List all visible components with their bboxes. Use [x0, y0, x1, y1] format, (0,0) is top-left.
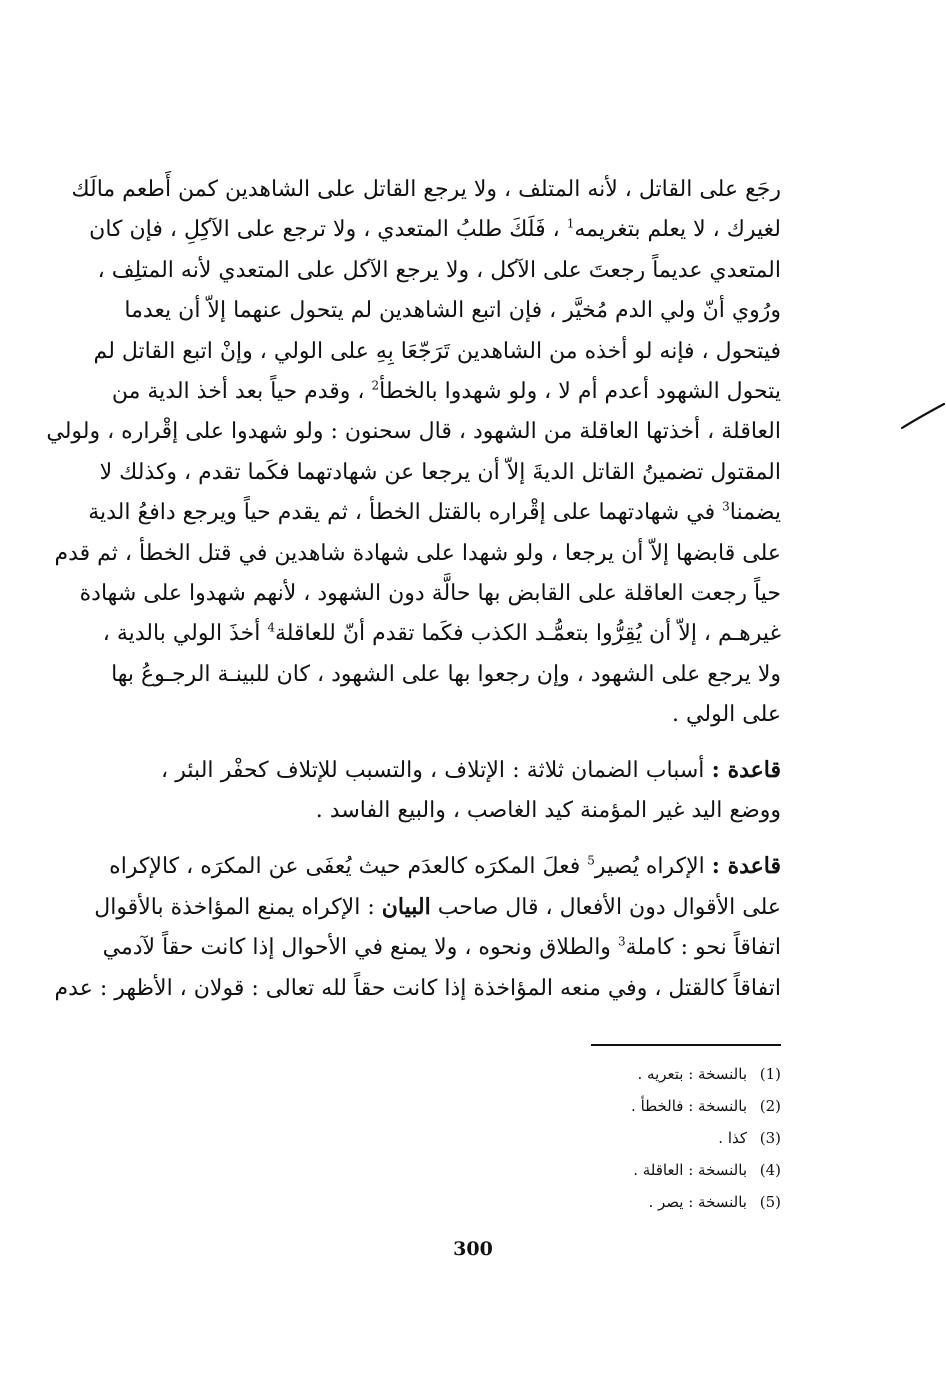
text-line: ورُوي أنّ ولي الدم مُخيَّر ، فإن اتبع الشاهدين لم يتحول عنهما إلاّ أن يعدما [124, 298, 781, 324]
footnote-ref: 3 [722, 499, 730, 514]
footnote-item [381, 1122, 781, 1154]
footnote-item [381, 1058, 781, 1090]
footnotes [381, 1058, 781, 1218]
rule-paragraph-line: على الأقوال دون الأفعال ، قال صاحب البيان : الإكراه يمنع المؤاخذة بالأقوال [94, 893, 781, 920]
footnote-ref: 1 [566, 217, 575, 232]
footnote-number: (2) [759, 1097, 781, 1115]
rule-label: قاعدة : [711, 756, 781, 783]
book-title: البيان [381, 893, 431, 920]
footnote-number: (5) [759, 1193, 781, 1211]
rule-paragraph-line: قاعدة : الإكراه يُصير$^5$ فعلَ المكرَه كالعدَم حيث يُعفَى عن المكرَه ، كالإكراه [109, 852, 781, 879]
text-line: يضمنا$^3$ في شهادتهما على إقْراره بالقتل الخطأ ، ثم يقدم حياً ويرجع دافعُ الدية [88, 499, 781, 526]
text-line: حياً رجعت العاقلة على القابض بها حالَّة دون الشهود ، لأنهم شهدوا على شهادة [79, 581, 781, 607]
footnote-number: (4) [759, 1161, 781, 1179]
text-line: على الولي . [672, 702, 781, 728]
text-line: فيتحول ، فإنه لو أخذه من الشاهدين تَرَجّعَا بِهِ على الولي ، وإنْ اتبع القاتل لم [93, 338, 781, 364]
rule-paragraph-line: اتفاقاً كالقتل ، وفي منعه المؤاخذة إذا كانت حقاً لله تعالى : قولان ، الأظهر : عدم [54, 975, 781, 1001]
footnote-text: بالنسخة : يصر . [648, 1193, 747, 1211]
footnote-item [381, 1090, 781, 1122]
page-number: 300 [453, 1238, 493, 1260]
main-text [46, 170, 781, 1009]
footnote-text: بالنسخة : بتعريه . [637, 1065, 747, 1083]
text-line: المقتول تضمينُ القاتل الديةَ إلاّ أن يرجعا عن شهادتهما فكَما تقدم ، وكذلك لا [99, 459, 781, 485]
text-line: يتحول الشهود أعدم أم لا ، ولو شهدوا بالخطأ$^2$ ، وقدم حياً بعد أخذ الدية من [111, 378, 781, 405]
footnote-text: بالنسخة : العاقلة . [633, 1161, 747, 1179]
rule-paragraph-line: ووضع اليد غير المؤمنة كيد الغاصب ، والبيع الفاسد . [315, 798, 781, 824]
footnote-ref: 4 [267, 621, 275, 636]
footnote-ref: 2 [371, 378, 380, 393]
footnote-text: كذا . [718, 1129, 747, 1147]
text-line: على قابضها إلاّ أن يرجعا ، ولو شهدا على شهادة شاهدين في قتل الخطأ ، ثم قدم [54, 540, 781, 566]
margin-pen-mark [900, 400, 946, 440]
rule-paragraph-line: قاعدة : أسباب الضمان ثلاثة : الإتلاف ، والتسبب للإتلاف كحفْر البئر ، [161, 756, 781, 783]
text-line: غيرهـم ، إلاّ أن يُقِرُّوا بتعمُّـد الكذب فكَما تقدم أنّ للعاقلة$^4$ أخذَ الولي بالدية ، [102, 621, 781, 647]
rule-label: قاعدة : [711, 852, 781, 879]
footnote-item [381, 1186, 781, 1218]
text-line: العاقلة ، أخذتها العاقلة من الشهود ، قال سحنون : ولو شهدوا على إقْراره ، ولولي [46, 419, 781, 445]
footnote-divider [591, 1044, 781, 1046]
footnote-text: بالنسخة : فالخطأ . [631, 1097, 747, 1115]
text-line: المتعدي عديماً رجعتَ على الآكل ، ولا يرجع الآكل على المتعدي لأنه المتلِف ، [97, 257, 781, 283]
rule-paragraph-line: اتفاقاً نحو : كاملة$^3$ والطلاق ونحوه ، ولا يمنع في الأحوال إذا كانت حقاً لآدمي [102, 934, 781, 961]
text-line: ولا يرجع على الشهود ، وإن رجعوا بها على الشهود ، كان للبينـة الرجـوعُ بها [111, 661, 781, 687]
footnote-number: (3) [759, 1129, 781, 1147]
footnote-item [381, 1154, 781, 1186]
footnote-ref: 5 [587, 853, 595, 868]
paragraph-gap [161, 736, 781, 750]
footnote-ref: 3 [617, 934, 626, 949]
footnote-number: (1) [759, 1065, 781, 1083]
text-line: لغيرك ، لا يعلم بتغريمه$^1$ ، فَلَكَ طلبُ المتعدي ، ولا ترجع على الآكِلِ ، فإن كان [89, 217, 781, 243]
text-line: رجَع على القاتل ، لأنه المتلف ، ولا يرجع القاتل على الشاهدين كمن أَطعم مالَك [71, 177, 781, 202]
paragraph-gap [161, 832, 781, 846]
